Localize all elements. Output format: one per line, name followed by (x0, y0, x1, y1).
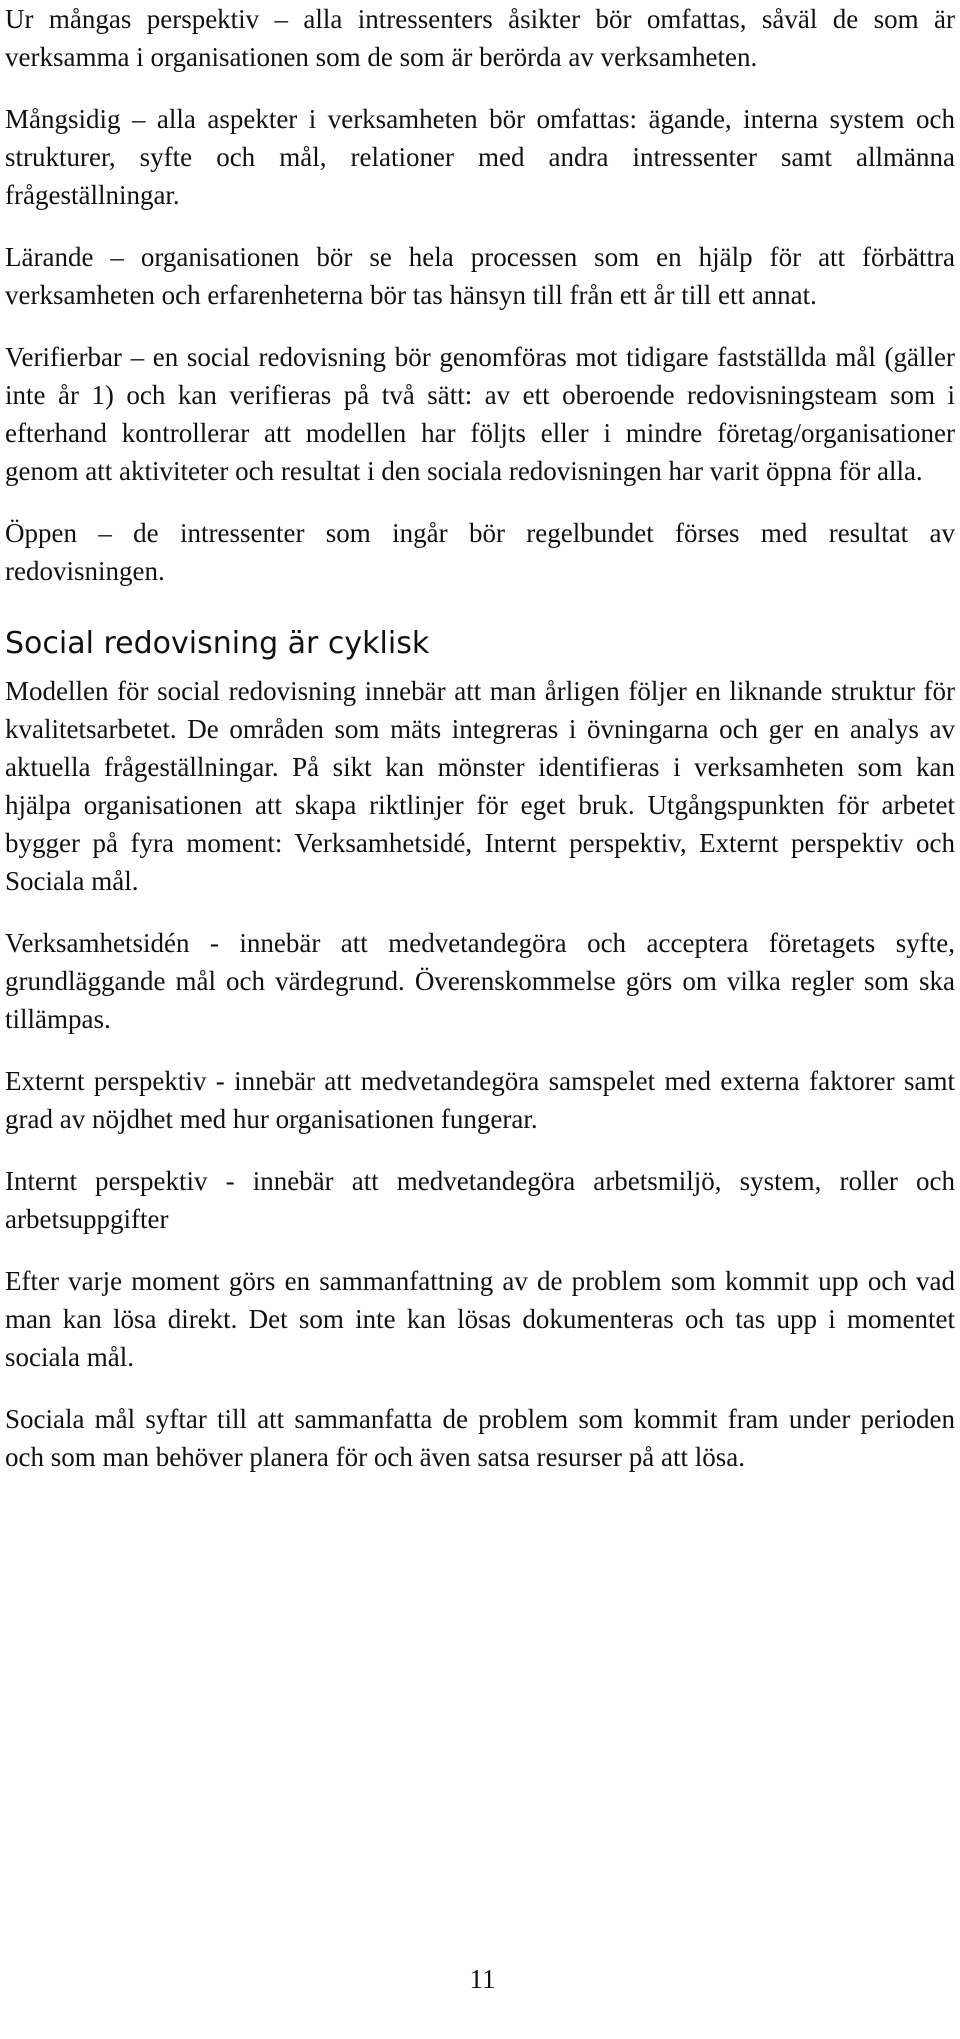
paragraph-text: – de intressenter som ingår bör regelbundet förses med resultat av redovisningen. (5, 518, 955, 586)
paragraph-modellen (5, 672, 955, 900)
section-heading: Social redovisning är cyklisk (5, 626, 430, 661)
paragraph-lead: Öppen (5, 518, 77, 548)
paragraph-lead: Externt perspektiv (5, 1066, 207, 1096)
paragraph-text: Ur mångas perspektiv – alla intressenters åsikter bör omfattas, såväl de som är verksamma i organisationen som de som är berörda av verksamheten. (5, 4, 955, 72)
paragraph-oppen (5, 514, 955, 590)
paragraph-mangsidig (5, 100, 955, 214)
document-body (5, 0, 955, 1500)
paragraph-text: – alla aspekter i verksamheten bör omfattas: ägande, interna system och strukturer, syfte och mål, relationer med andra intressenter samt allmänna frågeställningar. (5, 104, 955, 210)
paragraph-perspective (5, 0, 955, 76)
paragraph-text: Modellen för social redovisning innebär att man årligen följer en liknande struktur för kvalitetsarbetet. De områden som mäts integreras i övningarna och ger en analys av aktuella frågeställningar. På sikt kan mönster identifieras i verksamheten som kan hjälpa organisationen att skapa riktlinjer för eget bruk. Utgångspunkten för arbetet bygger på fyra moment: Verksamhetsidé, Internt perspektiv, Externt perspektiv och Sociala mål. (5, 676, 955, 896)
paragraph-lead: Mångsidig (5, 104, 121, 134)
paragraph-lead: Verifierbar (5, 342, 122, 372)
document-page (5, 0, 960, 2039)
paragraph-text: Efter varje moment görs en sammanfattning av de problem som kommit upp och vad man kan lösa direkt. Det som inte kan lösas dokumenteras och tas upp i momentet sociala mål. (5, 1266, 955, 1372)
paragraph-text: - innebär att medvetandegöra och acceptera företagets syfte, grundläggande mål och värdegrund. Överenskommelse görs om vilka regler som ska tillämpas. (5, 928, 955, 1034)
paragraph-externt-perspektiv (5, 1062, 955, 1138)
paragraph-sammanfattning (5, 1262, 955, 1376)
paragraph-lead: Verksamhetsidén (5, 928, 190, 958)
paragraph-text: syftar till att sammanfatta de problem som kommit fram under perioden och som man behöver planera för och även satsa resurser på att lösa. (5, 1404, 955, 1472)
paragraph-internt-perspektiv (5, 1162, 955, 1238)
paragraph-verksamhetsiden (5, 924, 955, 1038)
paragraph-text: - innebär att medvetandegöra samspelet med externa faktorer samt grad av nöjdhet med hur organisationen fungerar. (5, 1066, 955, 1134)
paragraph-lead: Lärande (5, 242, 94, 272)
paragraph-text: – en social redovisning bör genomföras mot tidigare fastställda mål (gäller inte år 1) och kan verifieras på två sätt: av ett oberoende redovisningsteam som i efterhand kontrollerar att modellen har följts eller i mindre företag/organisationer genom att aktiviteter och resultat i den sociala redovisningen har varit öppna för alla. (5, 342, 955, 486)
paragraph-larande (5, 238, 955, 314)
paragraph-lead: Internt perspektiv (5, 1166, 208, 1196)
paragraph-text: - innebär att medvetandegöra arbetsmiljö, system, roller och arbetsuppgifter (5, 1166, 955, 1234)
paragraph-lead: Sociala mål (5, 1404, 136, 1434)
paragraph-sociala-mal (5, 1400, 955, 1476)
paragraph-verifierbar (5, 338, 955, 490)
paragraph-text: – organisationen bör se hela processen som en hjälp för att förbättra verksamheten och erfarenheterna bör tas hänsyn till från ett år till ett annat. (5, 242, 955, 310)
page-number: 11 (469, 1964, 496, 1994)
